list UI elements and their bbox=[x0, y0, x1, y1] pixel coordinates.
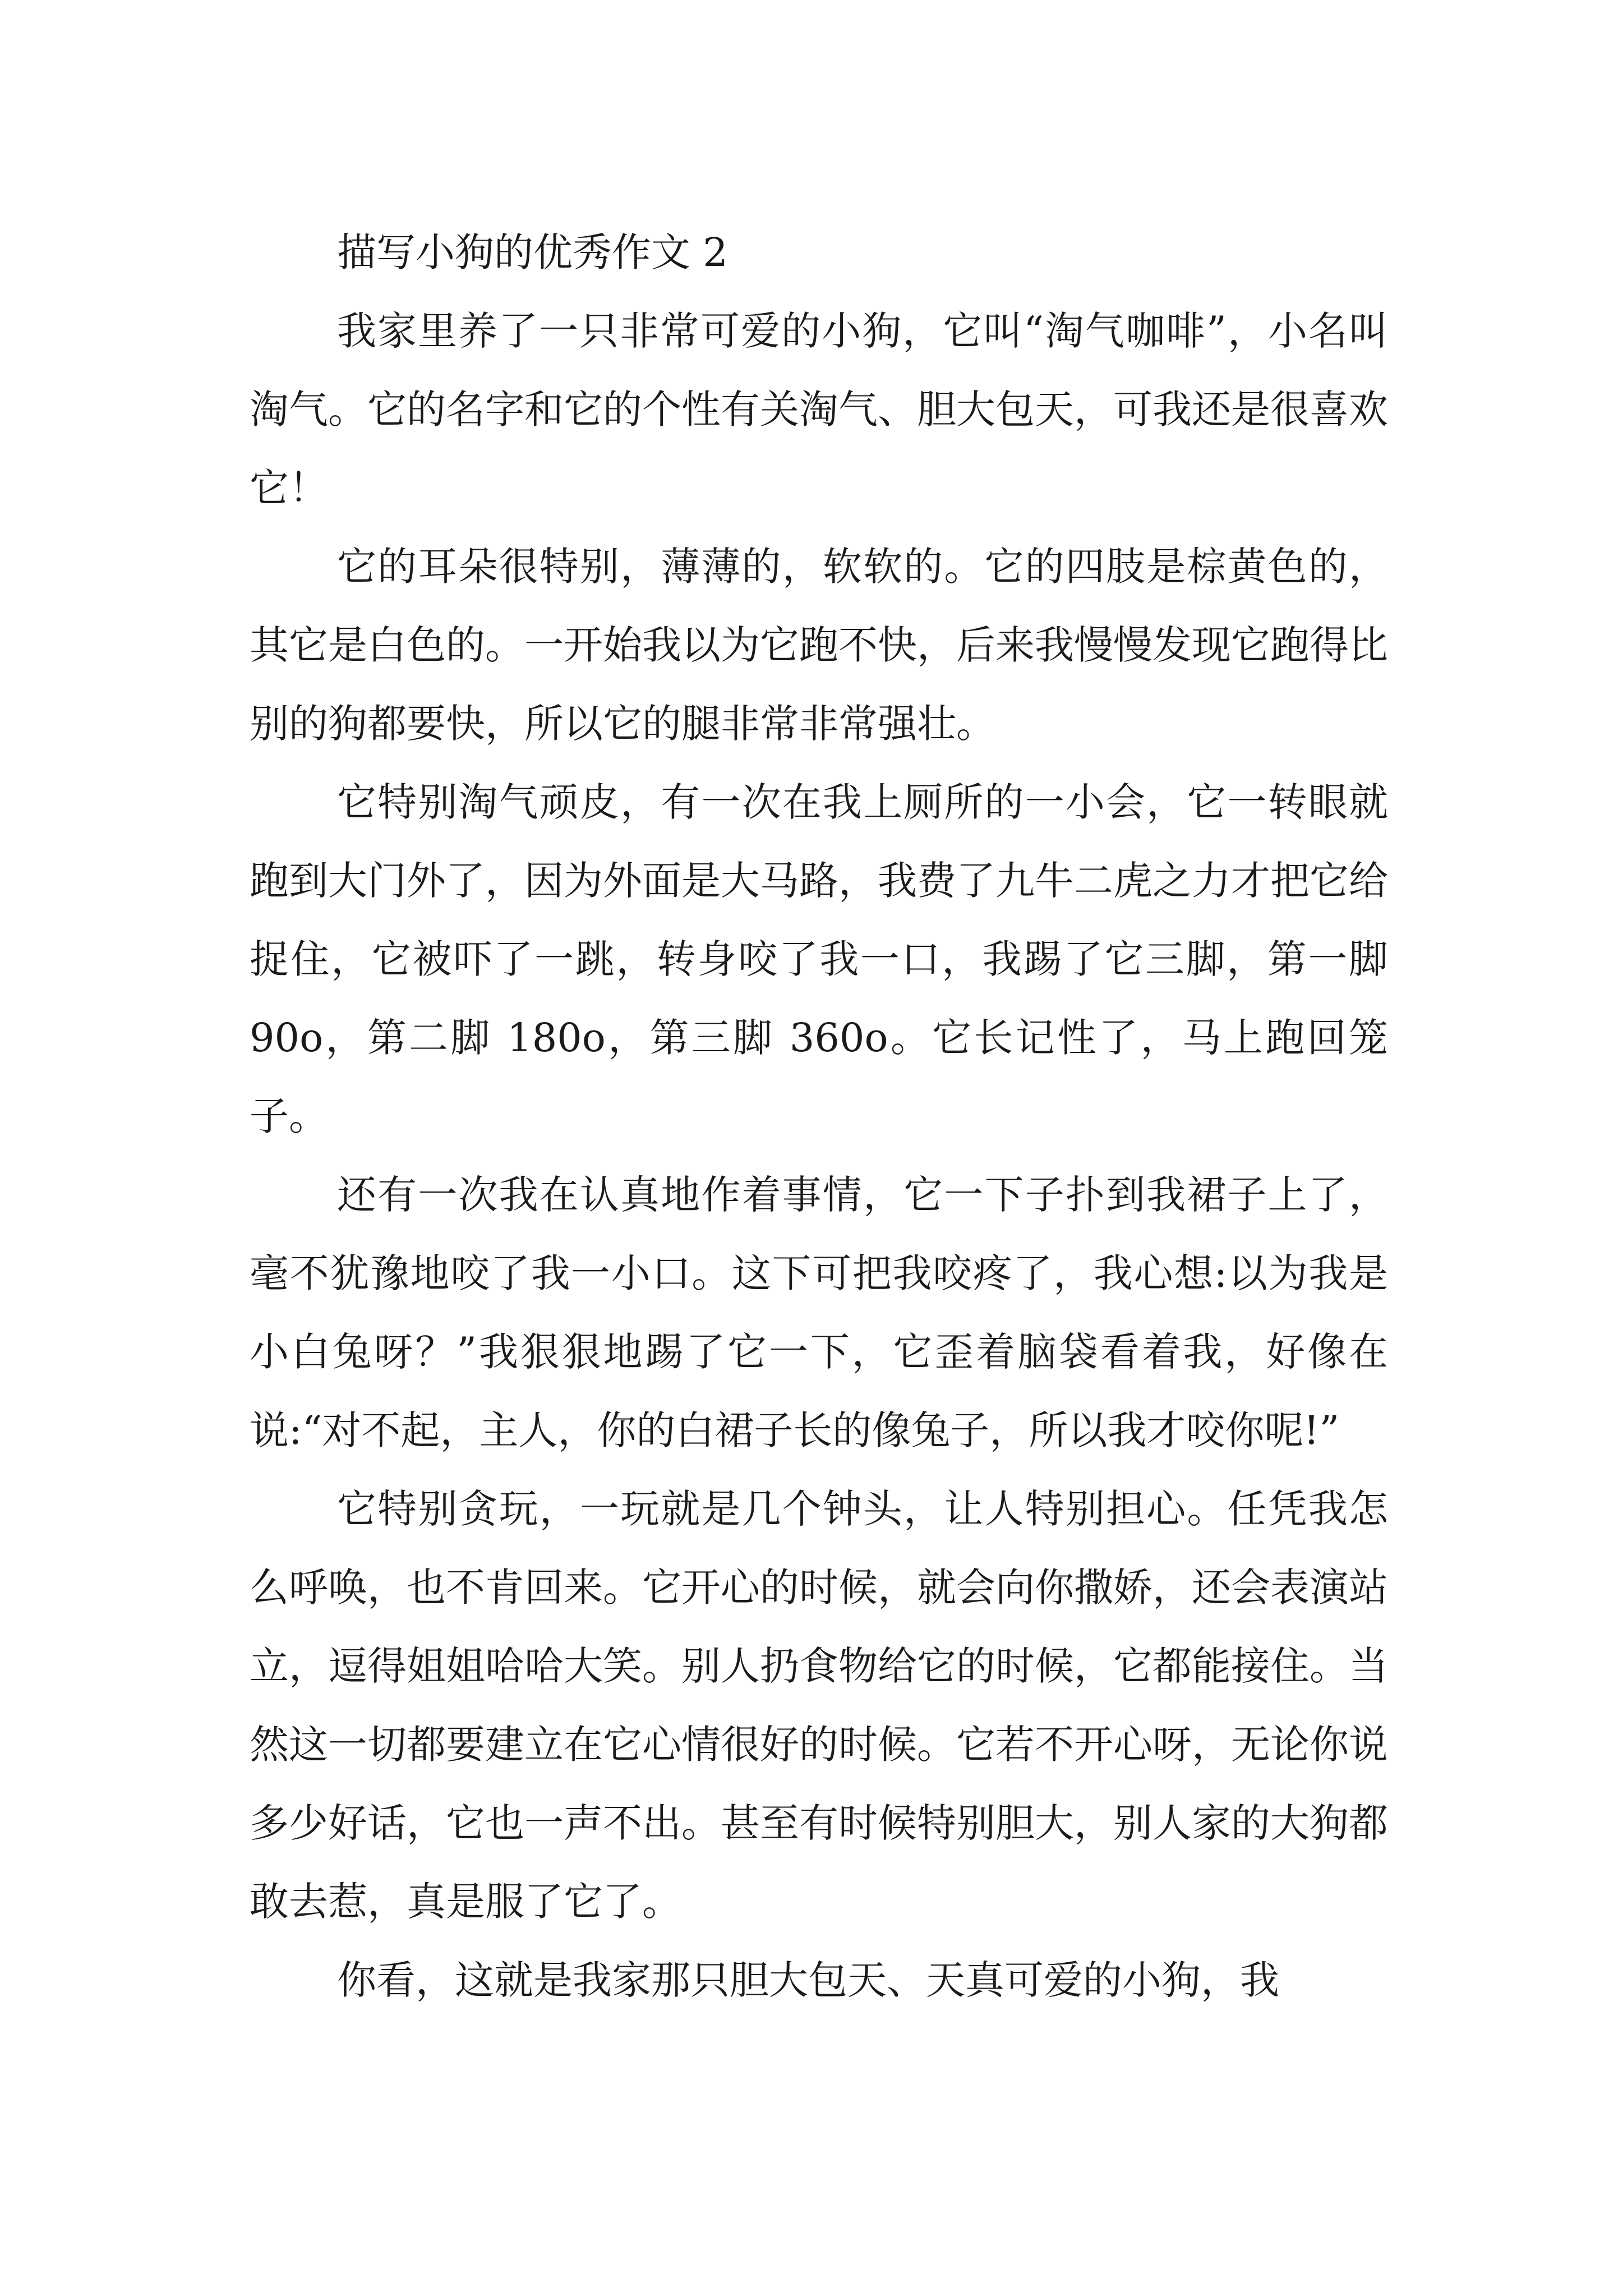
essay-title: 描写小狗的优秀作文 2 bbox=[337, 229, 728, 275]
paragraph-5: 它特别贪玩，一玩就是几个钟头，让人特别担心。任凭我怎么呼唤，也不肯回来。它开心的时候，就会向你撒娇，还会表演站立，逗得姐姐哈哈大笑。别人扔食物给它的时候，它都能接住。当然这一切都要建立在它心情很好的时候。它若不开心呀，无论你说多少好话，它也一声不出。甚至有时候特别胆大，别人家的大狗都敢去惹，真是服了它了。 bbox=[250, 1486, 1388, 1925]
paragraph-6: 你看，这就是我家那只胆大包天、天真可爱的小狗，我 bbox=[337, 1957, 1279, 2003]
paragraph-4: 还有一次我在认真地作着事情，它一下子扑到我裙子上了，毫不犹豫地咬了我一小口。这下可把我咬疼了，我心想:以为我是小白兔呀？”我狠狠地踢了它一下，它歪着脑袋看着我，好像在说:“对不起，主人，你的白裙子长的像兔子，所以我才咬你呢!” bbox=[250, 1172, 1388, 1453]
paragraph-1: 我家里养了一只非常可爱的小狗，它叫“淘气咖啡”，小名叫淘气。它的名字和它的个性有关淘气、胆大包天，可我还是很喜欢它！ bbox=[250, 308, 1388, 511]
document-body bbox=[250, 213, 1388, 2019]
paragraph-2: 它的耳朵很特别，薄薄的，软软的。它的四肢是棕黄色的，其它是白色的。一开始我以为它跑不快，后来我慢慢发现它跑得比别的狗都要快，所以它的腿非常非常强壮。 bbox=[250, 544, 1388, 747]
paragraph-3: 它特别淘气顽皮，有一次在我上厕所的一小会，它一转眼就跑到大门外了，因为外面是大马路，我费了九牛二虎之力才把它给捉住，它被吓了一跳，转身咬了我一口，我踢了它三脚，第一脚 90o，第二脚 180o，第三脚 360o。它长记性了，马上跑回笼子。 bbox=[250, 779, 1388, 1139]
